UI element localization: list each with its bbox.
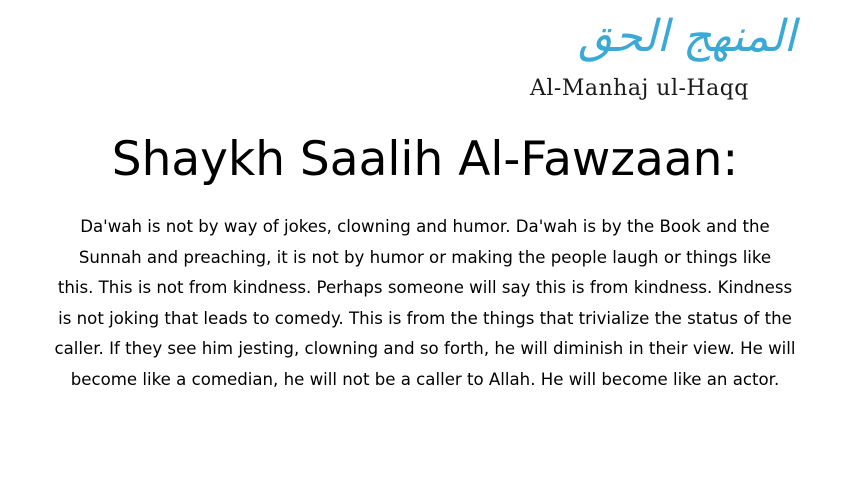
quote-line: this. This is not from kindness. Perhaps someone will say this is from kindness. Kindness (57, 278, 793, 297)
quote-title: Shaykh Saalih Al-Fawzaan: (111, 132, 739, 187)
quote-line: become like a comedian, he will not be a caller to Allah. He will become like an actor. (70, 369, 780, 389)
quote-line: Da'wah is not by way of jokes, clowning and humor. Da'wah is by the Book and the (80, 217, 770, 236)
quote-line: Sunnah and preaching, it is not by humor or making the people laugh or things like (78, 247, 772, 267)
logo-arabic-calligraphy: المنهج الحق (578, 11, 796, 62)
quote-line: is not joking that leads to comedy. This is from the things that trivialize the status of the (58, 308, 792, 328)
site-logo (530, 4, 846, 108)
logo-latin-text: Al-Manhaj ul-Haqq (530, 76, 749, 101)
quote-line: caller. If they see him jesting, clowning and so forth, he will diminish in their view. He will (54, 339, 796, 358)
quote-body (10, 212, 840, 395)
